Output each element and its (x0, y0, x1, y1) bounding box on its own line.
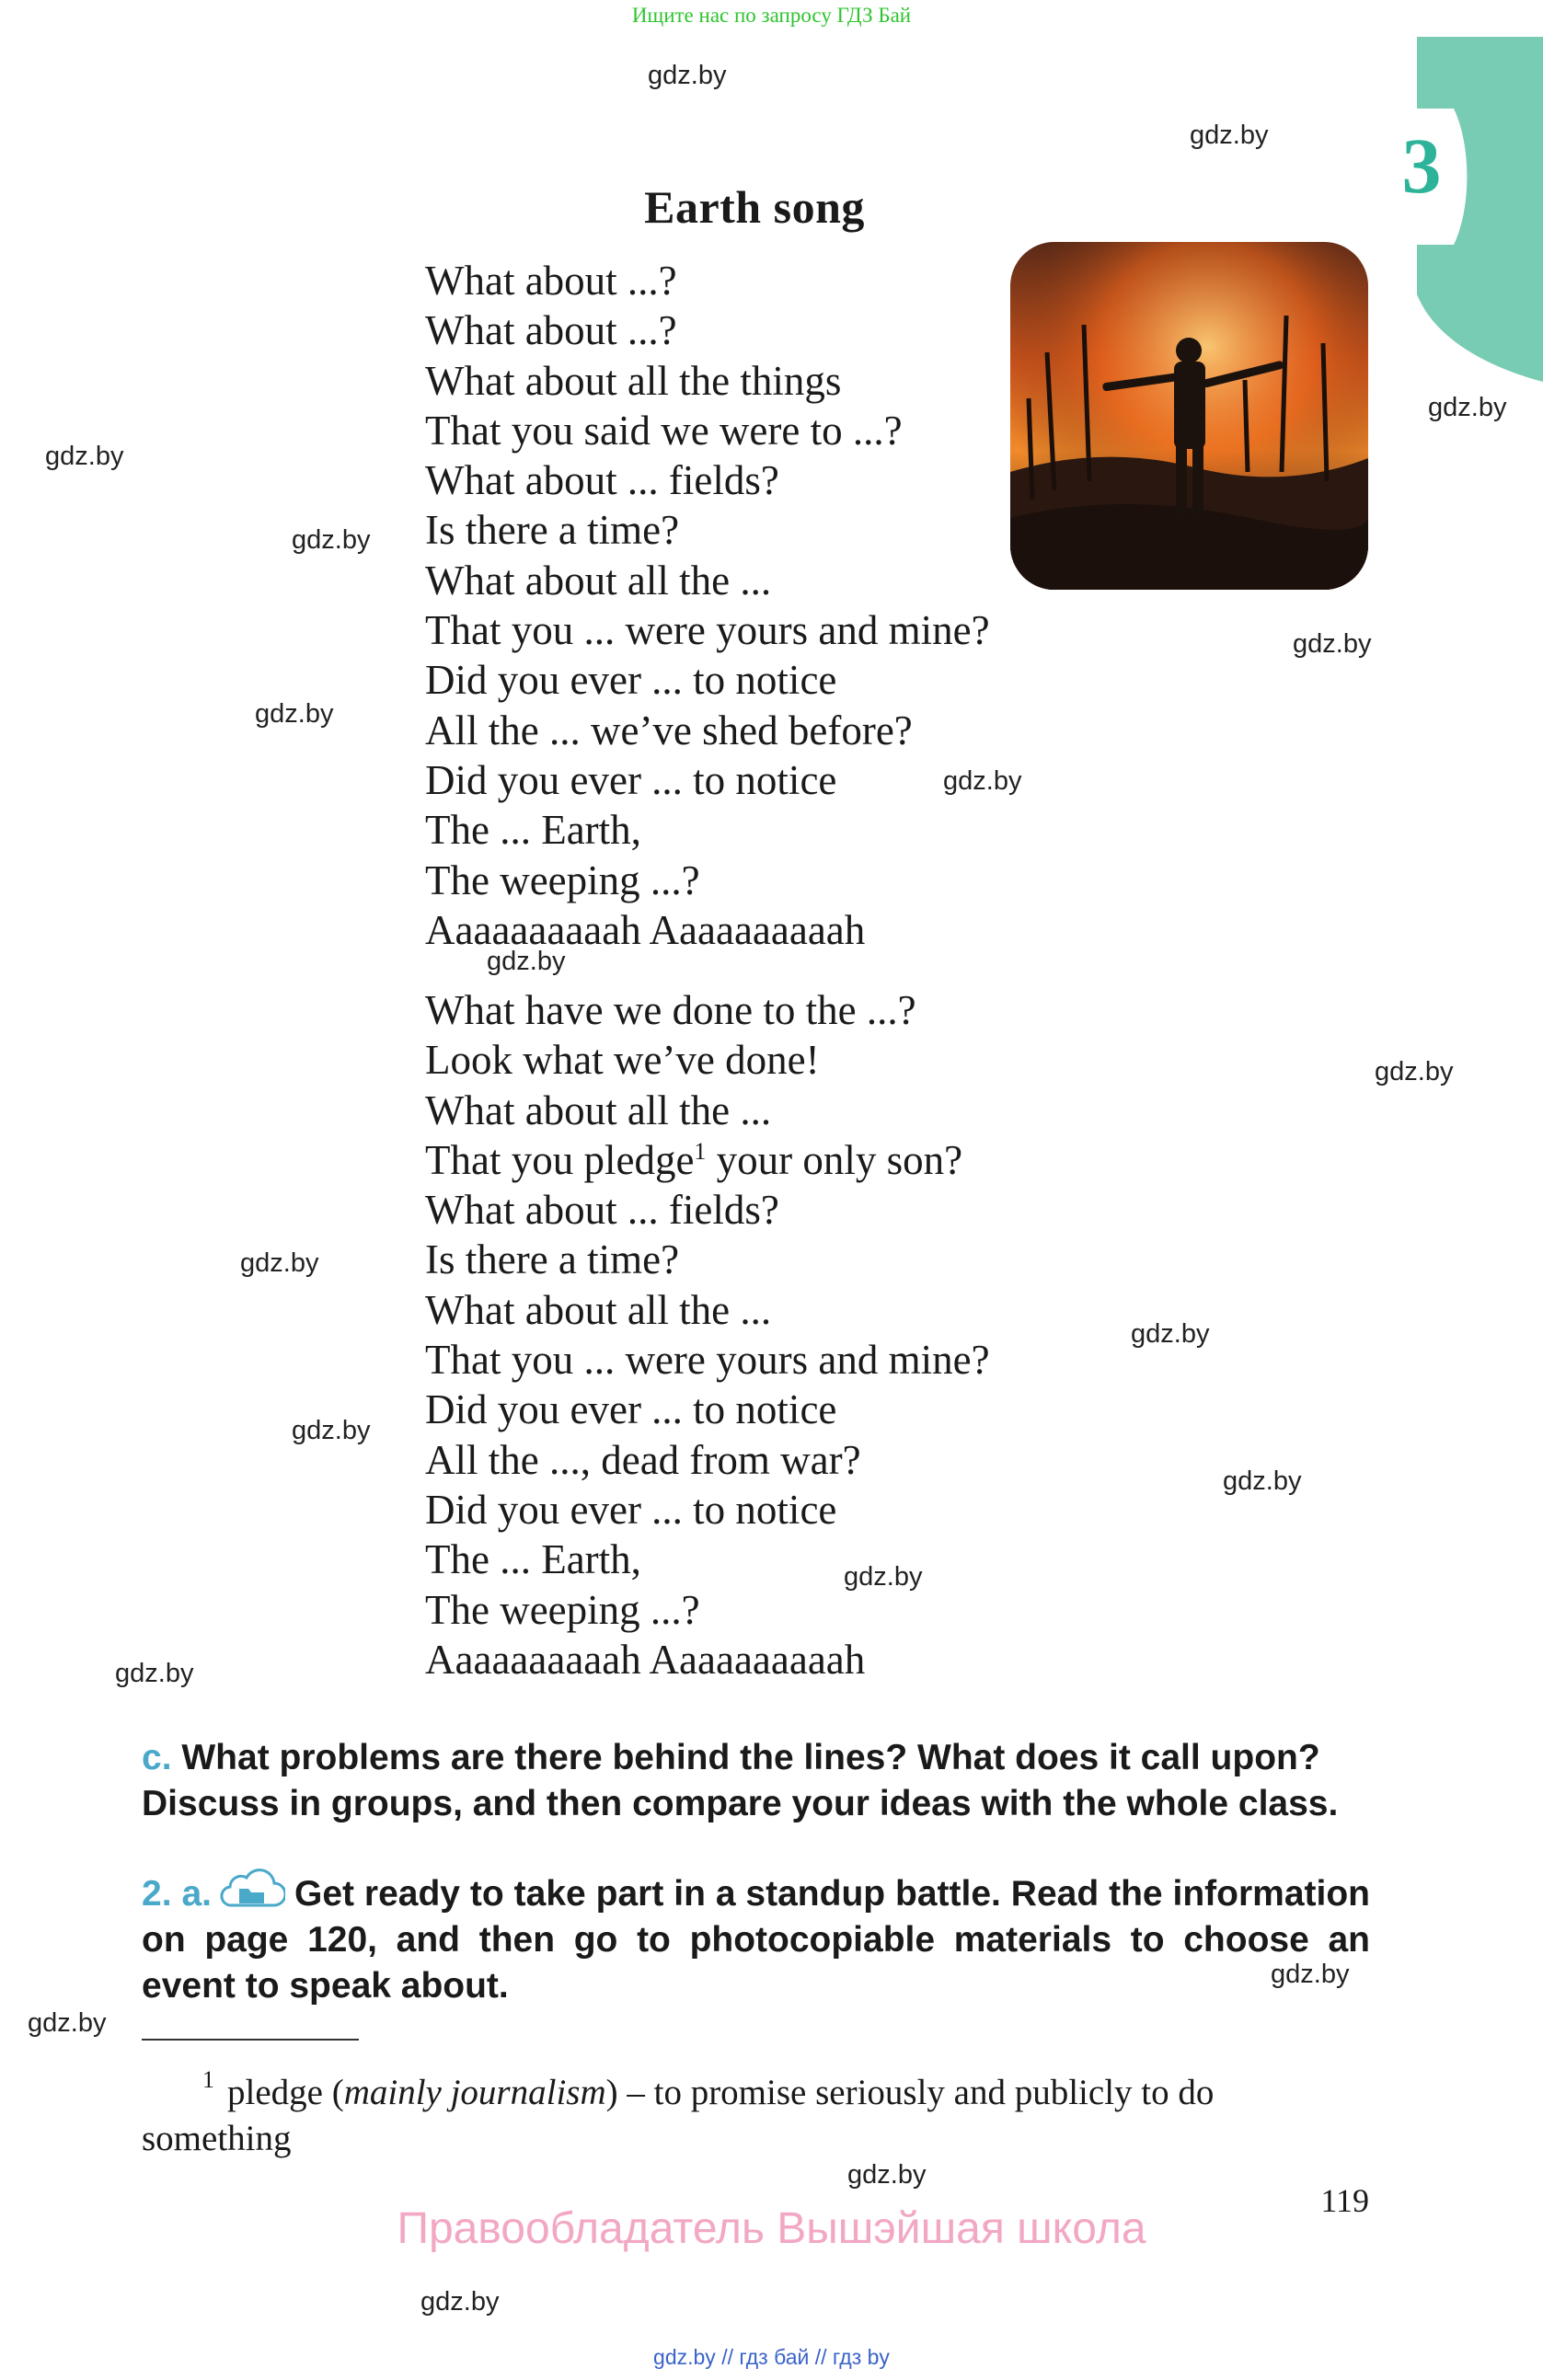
lyric-line: The ... Earth, (425, 807, 641, 854)
watermark: gdz.by (1131, 1319, 1210, 1349)
lyric-line: All the ... we’ve shed before? (425, 707, 913, 753)
task-text: What problems are there behind the lines? What does it call upon? Discuss in groups, and then compare your ideas with the whole class. (142, 1738, 1339, 1823)
lyric-line: Is there a time? (425, 1236, 680, 1283)
lyric-line: Aaaaaaaaaah Aaaaaaaaaah (425, 906, 866, 953)
top-notice: Ищите нас по запросу ГДЗ Бай (631, 4, 912, 27)
watermark: gdz.by (1190, 121, 1269, 150)
lyric-line: What about ...? (425, 258, 677, 304)
task-2a (142, 1868, 1370, 2009)
footer-links: gdz.by // гдз бай // гдз by (653, 2345, 890, 2369)
footnote (142, 2057, 1370, 2162)
footnote-marker: 1 (202, 2066, 214, 2093)
watermark: gdz.by (943, 766, 1022, 796)
watermark: gdz.by (487, 947, 566, 976)
footnote-word: pledge ( (227, 2073, 344, 2112)
task-text: Get ready to take part in a standup battle. Read the information on page 120, and then go to photocopiable materials to choose an event to speak about. (142, 1874, 1370, 2006)
watermark: gdz.by (1271, 1960, 1350, 1989)
lyric-line: What about all the things (425, 357, 842, 404)
lyric-line: Did you ever ... to notice (425, 756, 837, 803)
lyric-line: What have we done to the ...? (425, 987, 916, 1033)
watermark: gdz.by (847, 2160, 927, 2190)
lyric-line: What about all the ... (425, 1286, 772, 1333)
lyric-line: What about ... fields? (425, 1187, 779, 1234)
watermark: gdz.by (255, 699, 334, 729)
watermark: gdz.by (240, 1248, 319, 1278)
lyric-line: That you ... were yours and mine? (425, 1337, 990, 1384)
watermark: gdz.by (115, 1659, 194, 1688)
footnote-divider (142, 2039, 359, 2041)
task-label: 2. a. (142, 1874, 212, 1914)
watermark: gdz.by (1428, 393, 1507, 422)
watermark: gdz.by (420, 2287, 500, 2317)
lyrics-stanza-2 (425, 985, 1124, 1684)
page-number: 119 (1320, 2182, 1369, 2219)
watermark: gdz.by (292, 1416, 371, 1445)
task-label: c. (142, 1738, 172, 1777)
lyric-line: The weeping ...? (425, 857, 700, 903)
lyrics-stanza-1 (425, 256, 1124, 955)
lyric-line: Look what we’ve done! (425, 1037, 820, 1084)
footnote-tag: mainly journalism (343, 2073, 606, 2112)
chapter-number: 3 (1401, 121, 1442, 210)
lyric-line: What about all the ... (425, 557, 772, 604)
watermark: gdz.by (292, 525, 371, 555)
lyric-line: Is there a time? (425, 507, 680, 554)
lyric-line: Did you ever ... to notice (425, 1386, 837, 1433)
watermark: gdz.by (1223, 1466, 1302, 1496)
lyric-line: Aaaaaaaaaah Aaaaaaaaaah (425, 1636, 866, 1683)
cloud-folder-icon (219, 1868, 285, 1909)
lyric-line: Did you ever ... to notice (425, 657, 837, 704)
lyric-line (425, 1135, 1124, 1185)
watermark: gdz.by (1293, 629, 1372, 659)
lyric-line: That you said we were to ...? (425, 407, 903, 454)
footnote-definition: ) – to promise seriously and publicly to do something (142, 2073, 1215, 2158)
task-c (142, 1735, 1370, 1827)
lyric-line: All the ..., dead from war? (425, 1436, 861, 1483)
song-title: Earth song (644, 181, 865, 233)
footnote-ref: 1 (694, 1137, 707, 1165)
watermark: gdz.by (1375, 1057, 1454, 1087)
lyric-text: That you pledge (425, 1136, 695, 1183)
lyric-line: The ... Earth, (425, 1536, 641, 1583)
copyright-notice: Правообладатель Вышэйшая школа (397, 2204, 1146, 2253)
watermark: gdz.by (28, 2008, 107, 2038)
lyric-line: What about ...? (425, 307, 677, 354)
lyric-line: The weeping ...? (425, 1586, 700, 1633)
watermark: gdz.by (844, 1562, 923, 1592)
lyric-line: What about all the ... (425, 1087, 772, 1133)
lyric-line: What about ... fields? (425, 457, 779, 504)
lyric-line: That you ... were yours and mine? (425, 607, 990, 654)
watermark: gdz.by (45, 442, 124, 471)
lyric-text: your only son? (706, 1136, 963, 1183)
watermark: gdz.by (648, 61, 727, 90)
lyric-line: Did you ever ... to notice (425, 1486, 837, 1533)
